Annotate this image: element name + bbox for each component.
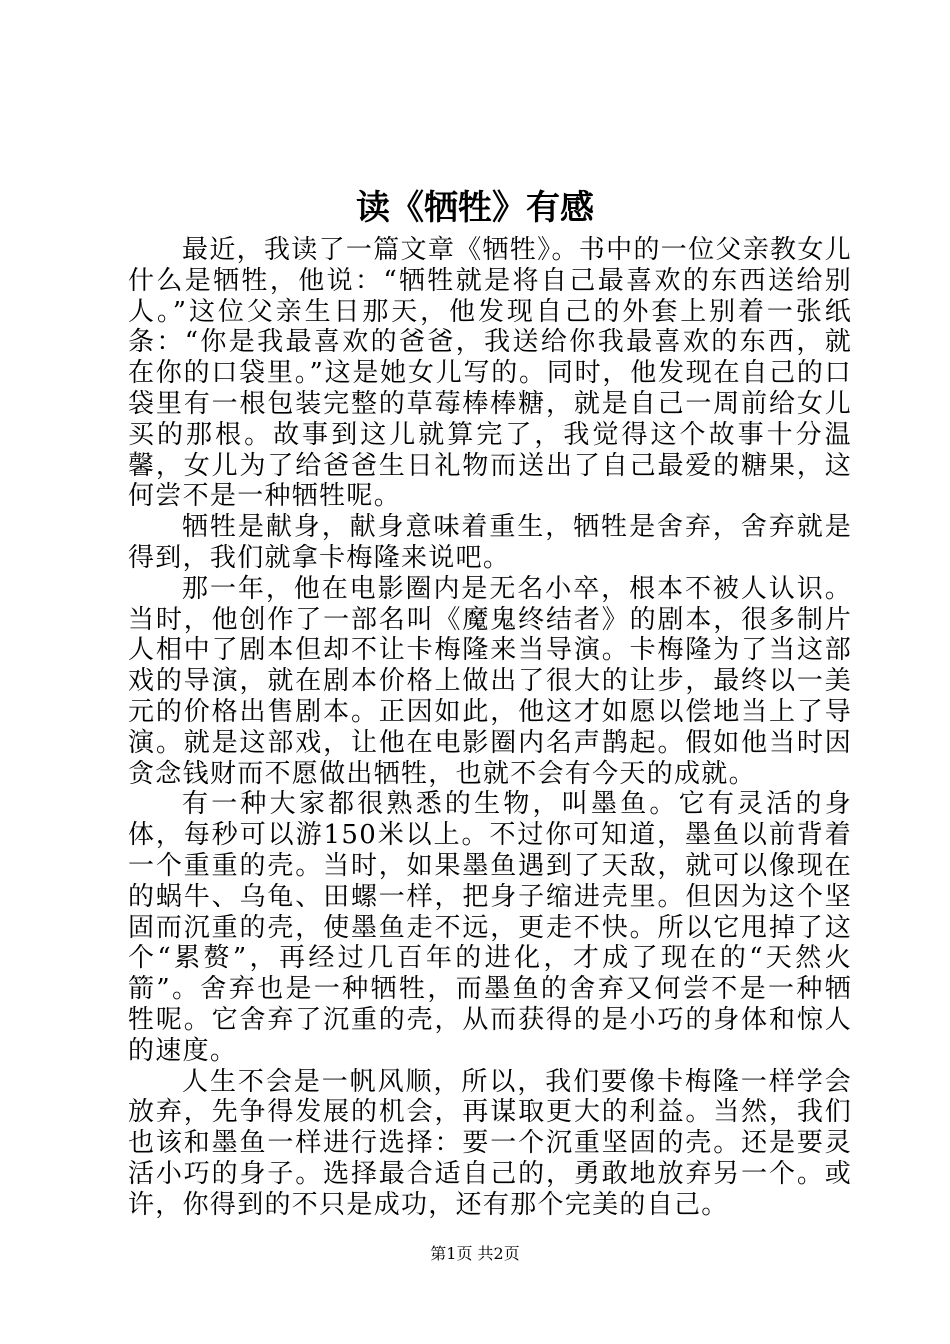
document-title: 读《牺牲》有感 [356,188,594,228]
paragraph-5: 人生不会是一帆风顺，所以，我们要像卡梅隆一样学会放弃，先争得发展的机会，再谋取更大的利益。当然，我们也该和墨鱼一样进行选择：要一个沉重坚固的壳。还是要灵活小巧的身子。选择最合适自己的，勇敢地放弃另一个。或许，你得到的不只是成功，还有那个完美的自己。 [128,1066,852,1220]
paragraph-3: 那一年，他在电影圈内是无名小卒，根本不被人认识。当时，他创作了一部名叫《魔鬼终结者》的剧本，很多制片人相中了剧本但却不让卡梅隆来当导演。卡梅隆为了当这部戏的导演，就在剧本价格上做出了很大的让步，最终以一美元的价格出售剧本。正因如此，他这才如愿以偿地当上了导演。就是这部戏，让他在电影圈内名声鹊起。假如他当时因贪念钱财而不愿做出牺牲，也就不会有今天的成就。 [128,573,852,789]
paragraph-4: 有一种大家都很熟悉的生物，叫墨鱼。它有灵活的身体，每秒可以游150米以上。不过你可知道，墨鱼以前背着一个重重的壳。当时，如果墨鱼遇到了天敌，就可以像现在的蜗牛、乌龟、田螺一样，把身子缩进壳里。但因为这个坚固而沉重的壳，使墨鱼走不远，更走不快。所以它甩掉了这个“累赘”，再经过几百年的进化，才成了现在的“天然火箭”。舍弃也是一种牺牲，而墨鱼的舍弃又何尝不是一种牺牲呢。它舍弃了沉重的壳，从而获得的是小巧的身体和惊人的速度。 [128,789,852,1066]
paragraph-2: 牺牲是献身，献身意味着重生，牺牲是舍弃，舍弃就是得到，我们就拿卡梅隆来说吧。 [128,512,852,573]
paragraph-1: 最近，我读了一篇文章《牺牲》。书中的一位父亲教女儿什么是牺牲，他说：“牺牲就是将自己最喜欢的东西送给别人。”这位父亲生日那天，他发现自己的外套上别着一张纸条：“你是我最喜欢的爸爸，我送给你我最喜欢的东西，就在你的口袋里。”这是她女儿写的。同时，他发现在自己的口袋里有一根包装完整的草莓棒棒糖，就是自己一周前给女儿买的那根。故事到这儿就算完了，我觉得这个故事十分温馨，女儿为了给爸爸生日礼物而送出了自己最爱的糖果，这何尝不是一种牺牲呢。 [128,235,852,512]
document-body [128,235,852,1221]
page-number-footer: 第1页 共2页 [430,1244,520,1263]
